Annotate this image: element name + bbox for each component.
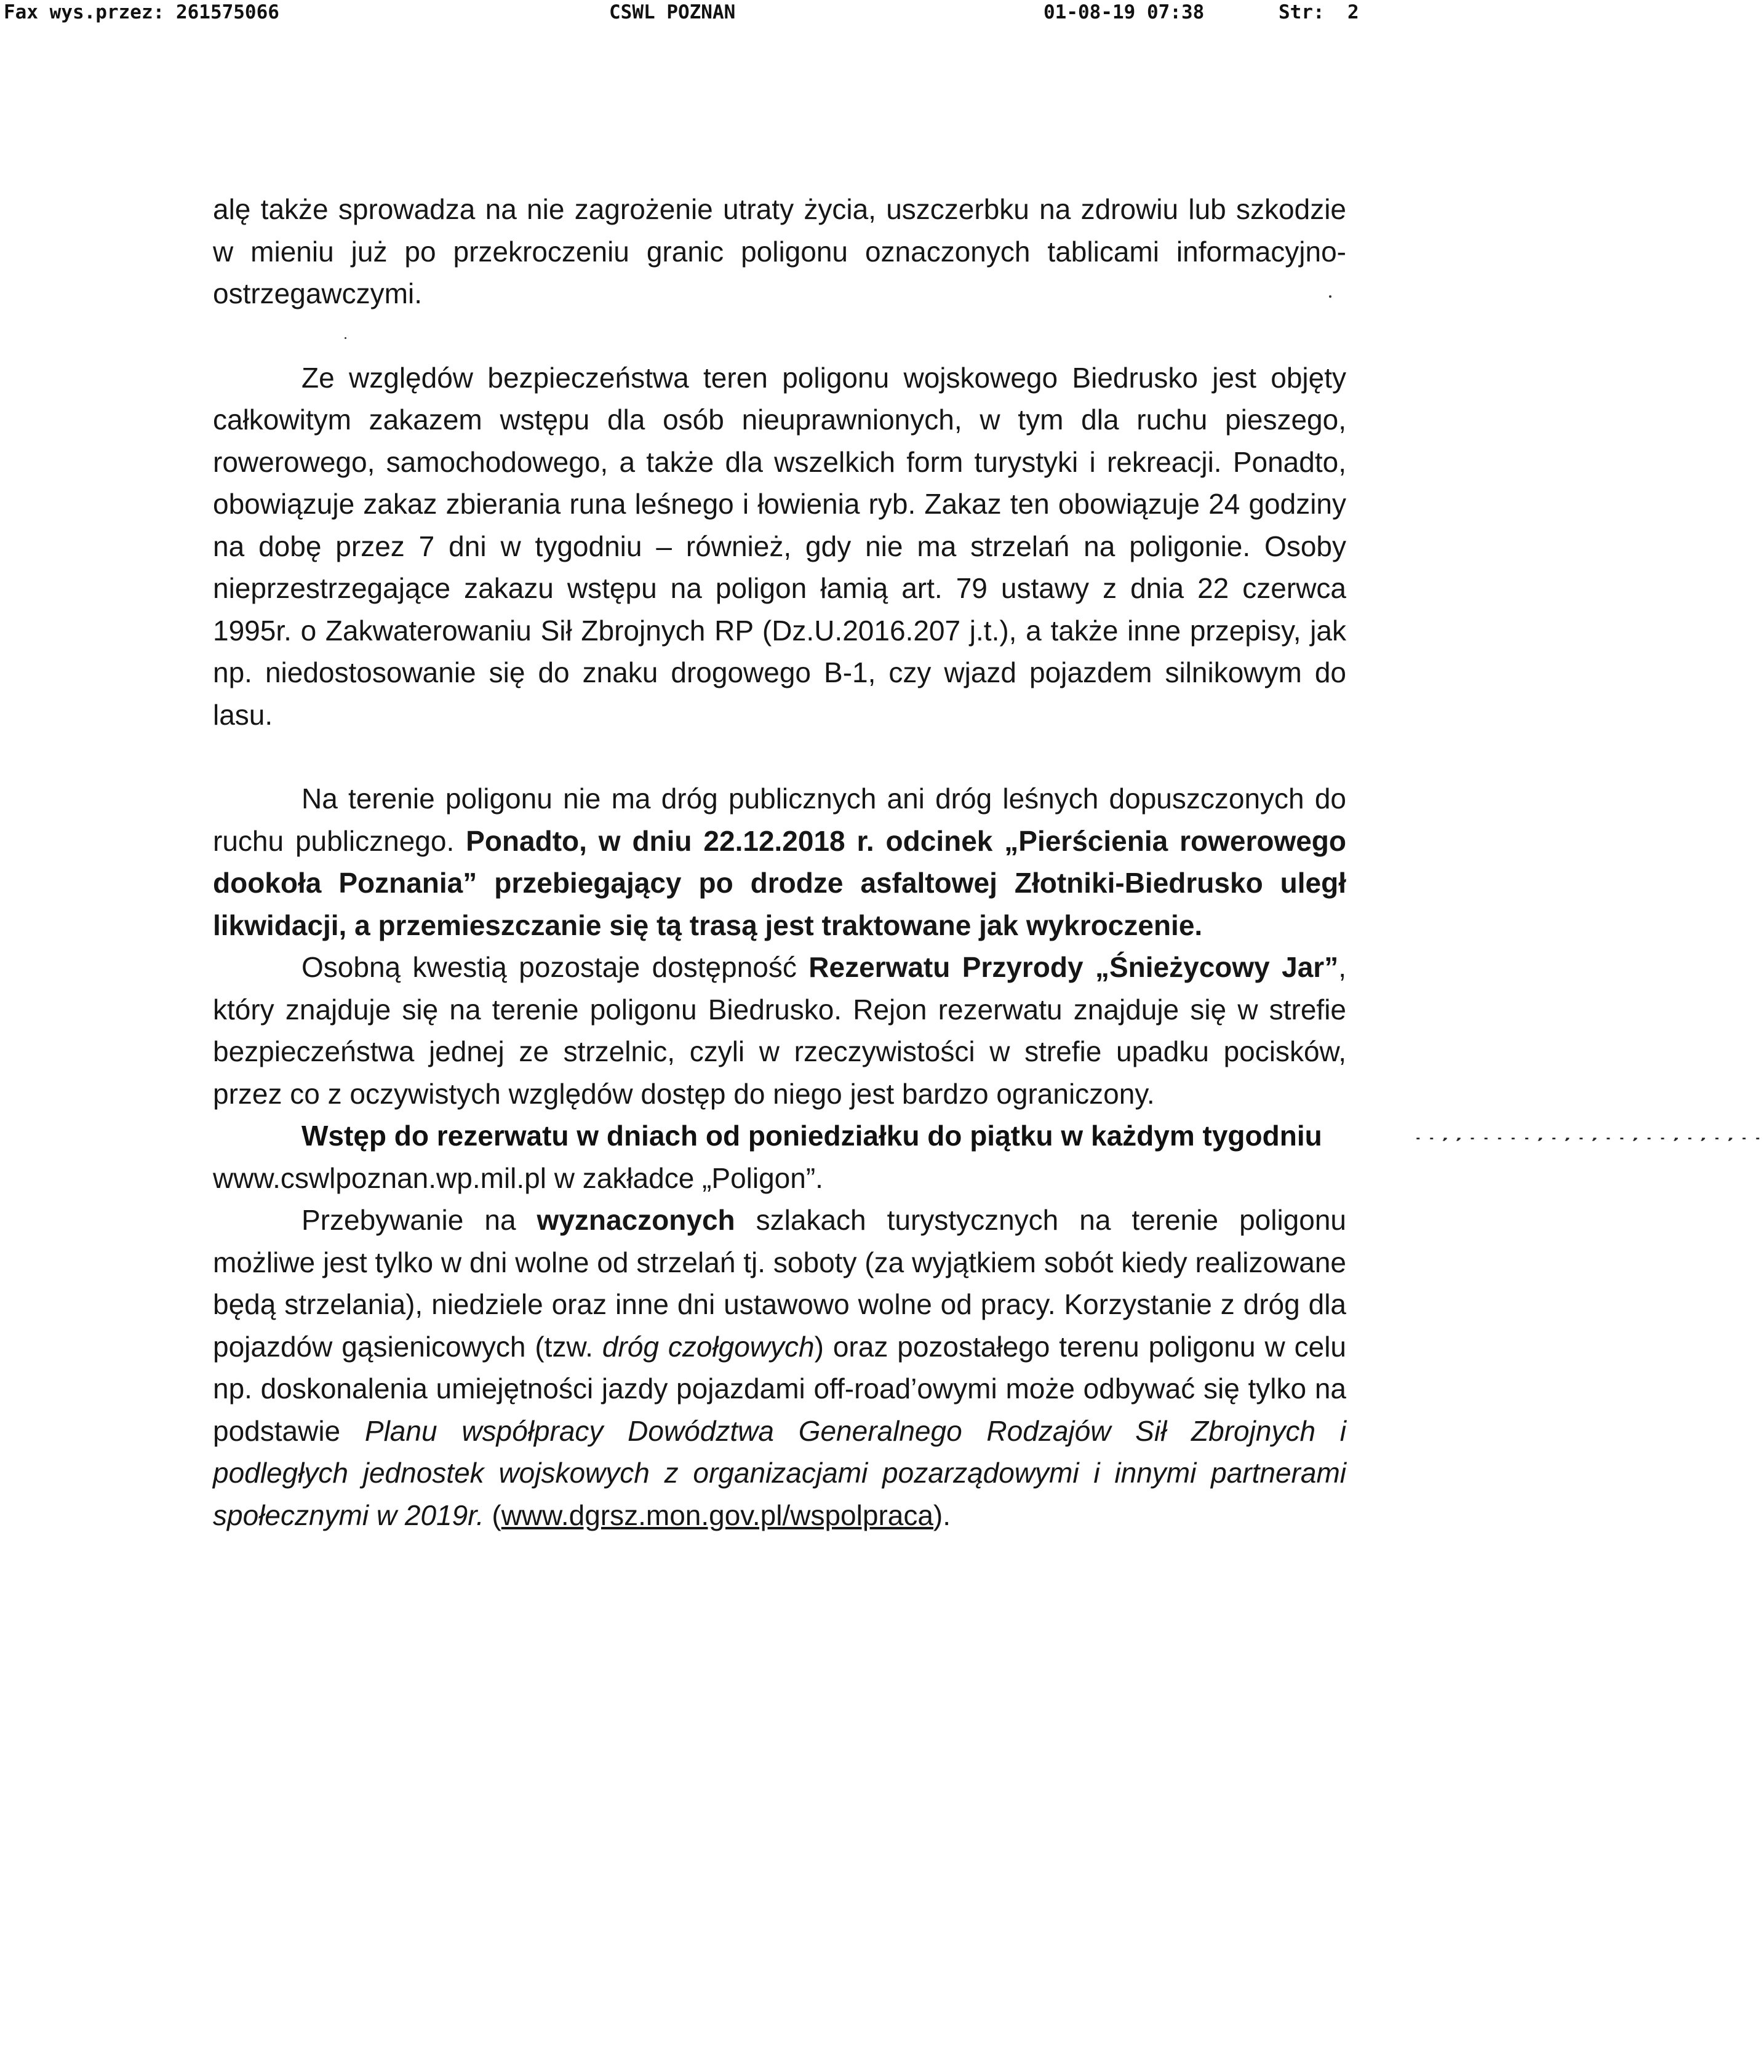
fax-speck <box>1329 295 1331 298</box>
garbled-fax-line <box>213 1115 1764 1157</box>
paragraph-3 <box>213 778 1346 946</box>
paragraph-5-text-1: szlakach turystycznych na terenie poligonu możliwe jest tylko w dni wolne od strzelań tj. soboty (za wyjątkiem sobót kiedy realizowane będą strzelania), niedziele oraz inne dni ustawowo wolne od pracy. Korzystanie z dróg dla pojazdów gąsienicowych (tzw. <box>213 1204 1347 1363</box>
paragraph-4 <box>213 946 1764 1199</box>
cooperation-plan-title: Planu współpracy Dowództwa Generalnego Rodzajów Sił Zbrojnych i podległych jednostek wojskowych z organizacjami pozarządowymi i innymi partnerami społecznymi w 2019r. <box>213 1414 1346 1531</box>
paragraph-5-intro: Przebywanie na <box>301 1204 516 1236</box>
paragraph-2: Ze względów bezpieczeństwa teren poligonu wojskowego Biedrusko jest objęty całkowitym zakazem wstępu dla osób nieuprawnionych, w tym dla ruchu pieszego, rowerowego, samochodowego, a także dla wszelkich form turystyki i rekreacji. Ponadto, obowiązuje zakaz zbierania runa leśnego i łowienia ryb. Zakaz ten obowiązuje 24 godziny na dobę przez 7 dni w tygodniu – również, gdy nie ma strzelań na poligonie. Osoby nieprzestrzegające zakazu wstępu na poligon łamią art. 79 ustawy z dnia 22 czerwca 1995r. o Zakwaterowaniu Sił Zbrojnych RP (Dz.U.2016.207 j.t.), a także inne przepisy, jak np. niedostosowanie się do znaku drogowego B-1, czy wjazd pojazdem silnikowym do lasu. <box>213 361 1346 731</box>
paragraph-5-italic-1: dróg czołgowych <box>602 1330 815 1363</box>
fax-page-number: Str: 2 <box>1279 1 1359 23</box>
paragraph-4-text: , który znajduje się na terenie poligonu Biedrusko. Rejon rezerwatu znajduje się w strefie bezpieczeństwa jednej ze strzelnic, czyli w rzeczywistości w strefie upadku pocisków, przez co z oczywistych względów dostęp do niego jest bardzo ograniczony. <box>213 951 1346 1110</box>
cooperation-link[interactable]: www.dgrsz.mon.gov.pl/wspolpraca <box>501 1499 933 1531</box>
fax-noise: ..,,.....,.,.,..,..,.,.,.. <box>1410 1129 1764 1142</box>
paren-open: ( <box>492 1499 501 1531</box>
document-body <box>213 188 1764 1536</box>
reserve-name: Rezerwatu Przyrody „Śnieżycowy Jar” <box>808 951 1339 983</box>
fax-header <box>0 0 1564 25</box>
garbled-line-text: Wstęp do rezerwatu w dniach od poniedziałku do piątku w każdym tygodniu <box>301 1120 1322 1152</box>
paragraph-4-link-text: www.cswlpoznan.wp.mil.pl w zakładce „Poligon”. <box>213 1162 823 1194</box>
fax-sender: Fax wys.przez: 261575066 <box>4 1 279 23</box>
paragraph-5-text-2: ) oraz pozostałego terenu poligonu w celu np. doskonalenia umiejętności jazdy pojazdami off-road’owymi może odbywać się tylko na podstawie <box>213 1330 1346 1447</box>
fax-station: CSWL POZNAN <box>609 1 736 23</box>
paragraph-5 <box>213 1199 1346 1536</box>
paragraph-4-intro: Osobną kwestią pozostaje dostępność <box>301 951 797 983</box>
paren-close: ). <box>933 1499 951 1531</box>
paragraph-3-bold: Ponadto, w dniu 22.12.2018 r. odcinek „Pierścienia rowerowego dookoła Poznania” przebiegający po drodze asfaltowej Złotniki-Biedrusko uległ likwidacji, a przemieszczanie się tą trasą jest traktowane jak wykroczenie. <box>213 824 1347 941</box>
paragraph-3-text: Na terenie poligonu nie ma dróg publicznych ani dróg leśnych dopuszczonych do ruchu publicznego. <box>213 783 1346 857</box>
fax-speck <box>345 337 346 339</box>
paragraph-1: alę także sprowadza na nie zagrożenie utraty życia, uszczerbku na zdrowiu lub szkodzie w mieniu już po przekroczeniu granic poligonu oznaczonych tablicami informacyjno-ostrzegawczymi. <box>213 193 1346 309</box>
paragraph-5-bold: wyznaczonych <box>537 1204 735 1236</box>
fax-datetime: 01-08-19 07:38 <box>1044 1 1205 23</box>
